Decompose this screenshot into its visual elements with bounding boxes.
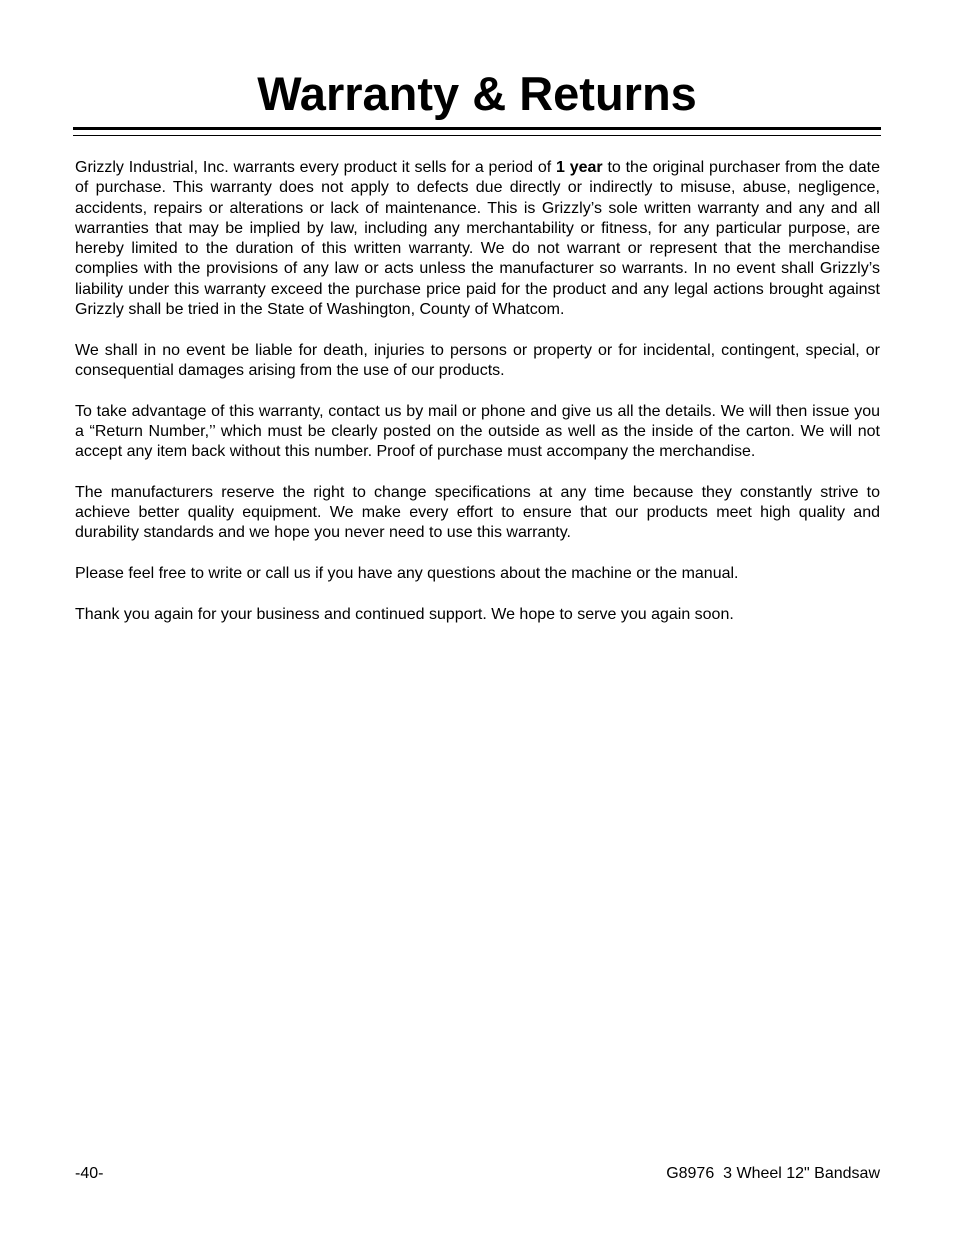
paragraph-contact: Please feel free to write or call us if you have any questions about the machine or the manual. — [75, 564, 739, 582]
warranty-body — [75, 158, 880, 645]
title-rule-thin — [73, 135, 881, 136]
paragraph-liability: We shall in no event be liable for death, injuries to persons or property or for incidental, contingent, special, or consequential damages arising from the use of our products. — [75, 341, 880, 379]
paragraph-thanks: Thank you again for your business and continued support. We hope to serve you again soon. — [75, 605, 734, 623]
paragraph-specifications: The manufacturers reserve the right to change specifications at any time because they constantly strive to achieve better quality equipment. We make every effort to ensure that our products meet high quality and durability standards and we hope you never need to use this warranty. — [75, 483, 880, 542]
page-title: Warranty & Returns — [257, 67, 697, 120]
warranty-period: 1 year — [556, 159, 603, 176]
paragraph-warranty-terms — [75, 158, 880, 320]
model-name: G8976 3 Wheel 12" Bandsaw — [666, 1165, 880, 1182]
paragraph-warranty-terms-lead: Grizzly Industrial, Inc. warrants every product it sells for a period of — [75, 159, 556, 176]
title-rule-thick — [73, 127, 881, 130]
page-number: -40- — [75, 1165, 104, 1182]
paragraph-warranty-terms-rest: to the original purchaser from the date of purchase. This warranty does not apply to defects due directly or indirectly to misuse, abuse, negligence, accidents, repairs or alterations or lack of maintenance. This is Grizzly’s sole written warranty and any and all warranties that may be implied by law, including any merchantability or fitness, for any particular purpose, are hereby limited to the duration of this written warranty. We do not warrant or represent that the merchandise complies with the provisions of any law or acts unless the manufacturer so warrants. In no event shall Grizzly’s liability under this warranty exceed the purchase price paid for the product and any legal actions brought against Grizzly shall be tried in the State of Washington, County of Whatcom. — [75, 159, 881, 319]
paragraph-return-process: To take advantage of this warranty, contact us by mail or phone and give us all the details. We will then issue you a “Return Number,’’ which must be clearly posted on the outside as well as the inside of the carton. We will not accept any item back without this number. Proof of purchase must accompany the merchandise. — [75, 402, 880, 461]
